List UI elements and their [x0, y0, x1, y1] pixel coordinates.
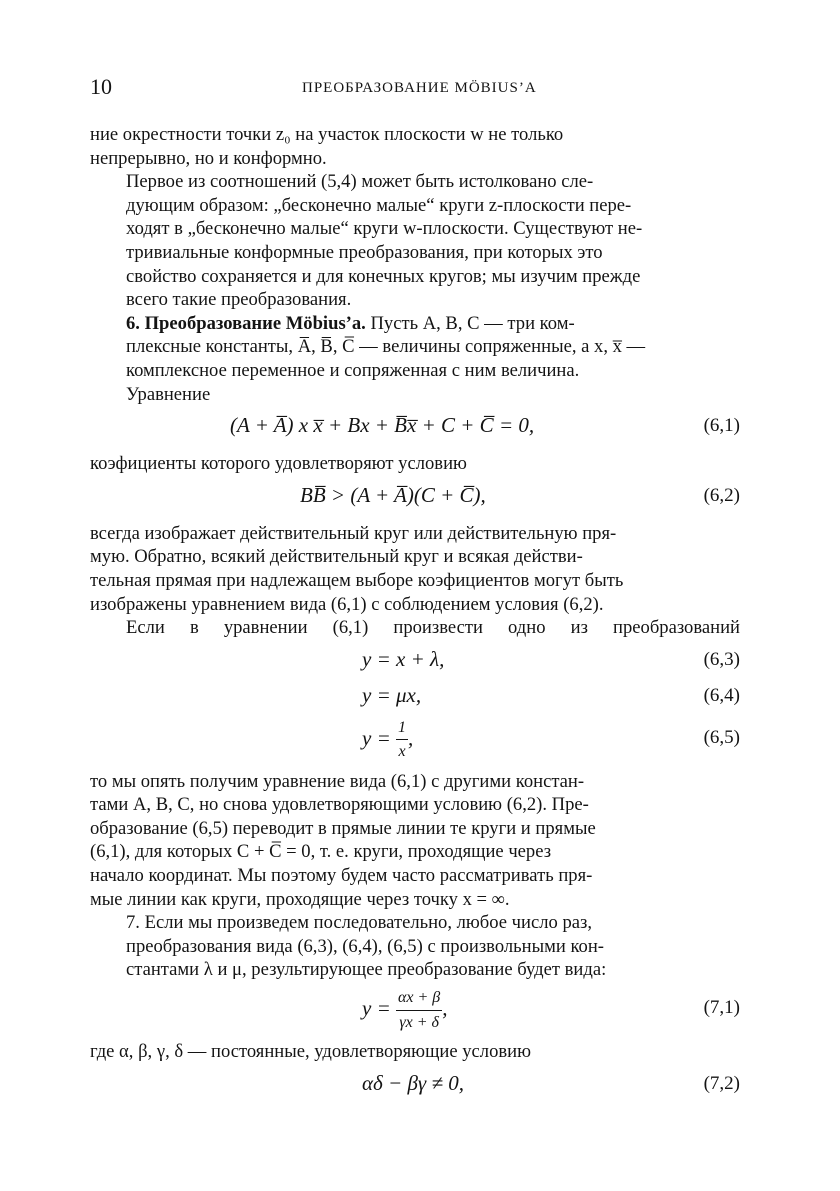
equation-6-4	[90, 680, 740, 712]
equation-6-2	[90, 480, 740, 518]
equation-6-1	[90, 410, 740, 448]
equation-tail: ,	[442, 995, 448, 1020]
fraction-numerator: αx + β	[396, 986, 442, 1011]
text-line: (6,1), для которых C + C̅ = 0, т. е. круги, проходящие через	[90, 841, 552, 863]
fraction-numerator: 1	[396, 716, 408, 741]
fraction	[396, 716, 408, 764]
equation-formula: y = μx,	[362, 682, 422, 707]
paragraph-transformations-intro: Если в уравнении (6,1) произвести одно из преобразований	[126, 617, 740, 639]
equation-number: (6,4)	[703, 684, 740, 706]
section-heading: 6. Преобразование Möbius’a.	[126, 312, 366, 334]
page-header	[90, 74, 750, 104]
equation-formula	[362, 716, 413, 764]
equation-7-2	[90, 1068, 740, 1106]
equation-number: (6,3)	[703, 648, 740, 670]
equation-lhs: y =	[362, 725, 391, 750]
equation-number: (6,2)	[703, 484, 740, 506]
text-line: образование (6,5) переводит в прямые линии те круги и прямые	[90, 817, 596, 839]
page-number: 10	[90, 74, 112, 99]
text-line: свойство сохраняется и для конечных кругов; мы изучим прежде	[126, 265, 641, 287]
running-title: ПРЕОБРАЗОВАНИЕ MÖBIUS’A	[302, 80, 537, 96]
equation-number: (7,2)	[703, 1072, 740, 1094]
text-line: всегда изображает действительный круг или действительную пря-	[90, 522, 617, 544]
equation-formula: (A + A̅) x x̅ + Bx + B̅x̅ + C + C̅ = 0,	[230, 413, 535, 438]
paragraph-conformal	[90, 170, 740, 312]
text-line: тами A, B, C, но снова удовлетворяющими условию (6,2). Пре-	[90, 794, 589, 816]
fraction	[396, 986, 442, 1034]
equation-formula: BB̅ > (A + A̅)(C + C̅),	[300, 482, 486, 507]
text-line: преобразования вида (6,3), (6,4), (6,5) с произвольными кон-	[126, 935, 604, 957]
equation-formula: αδ − βγ ≠ 0,	[362, 1070, 464, 1095]
text-line: мую. Обратно, всякий действительный круг и всякая действи-	[90, 546, 583, 568]
paragraph-equation-intro: Уравнение	[126, 383, 211, 405]
paragraph-real-circle	[90, 522, 740, 616]
text-line: мые линии как круги, проходящие через точку x = ∞.	[90, 888, 510, 910]
paragraph-coefficients: коэфициенты которого удовлетворяют условию	[90, 453, 467, 475]
text-line: начало координат. Мы поэтому будем часто рассматривать пря-	[90, 865, 593, 887]
equation-number: (6,1)	[703, 415, 740, 437]
text-line: Первое из соотношений (5,4) может быть истолковано сле-	[126, 171, 594, 193]
equation-number: (7,1)	[703, 997, 740, 1019]
text-line: тельная прямая при надлежащем выборе коэфициентов могут быть	[90, 569, 624, 591]
equation-lhs: y =	[362, 995, 391, 1020]
text-line: плексные константы, A̅, B̅, C̅ — величины сопряженные, а x, x̅ —	[126, 336, 646, 358]
equation-number: (6,5)	[703, 726, 740, 748]
text-line: изображены уравнением вида (6,1) с соблюдением условия (6,2).	[90, 593, 604, 615]
text-line: то мы опять получим уравнение вида (6,1) с другими констан-	[90, 770, 585, 792]
fraction-denominator: x	[398, 743, 406, 761]
equation-formula: y = x + λ,	[362, 646, 445, 671]
text-line: Пусть A, B, C — три ком-	[370, 312, 575, 334]
text-line: ходят в „бесконечно малые“ круги w-плоскости. Существуют не-	[126, 218, 643, 240]
text-line: ние окрестности точки z₀ на участок плоскости w не только	[90, 124, 564, 145]
equation-6-3	[90, 644, 740, 676]
paragraph-again-equation	[90, 770, 740, 912]
paragraph-constants: где α, β, γ, δ — постоянные, удовлетворяющие условию	[90, 1041, 531, 1063]
text-line: стантами λ и μ, результирующее преобразование будет вида:	[126, 959, 607, 981]
equation-6-5	[90, 716, 740, 766]
equation-7-1	[90, 986, 740, 1036]
text-line: дующим образом: „бесконечно малые“ круги z-плоскости пере-	[126, 194, 632, 216]
equation-tail: ,	[408, 725, 414, 750]
text-line: комплексное переменное и сопряженная с ним величина.	[126, 359, 580, 381]
text-line: 7. Если мы произведем последовательно, любое число раз,	[126, 912, 593, 934]
fraction-denominator: γx + δ	[399, 1013, 439, 1031]
page-body	[90, 123, 740, 1110]
equation-formula	[362, 986, 448, 1034]
paragraph-section-6	[90, 312, 740, 383]
paragraph-continuation	[90, 123, 740, 170]
text-line: тривиальные конформные преобразования, при которых это	[126, 241, 603, 263]
text-line: всего такие преобразования.	[126, 289, 352, 311]
text-line: непрерывно, но и конформно.	[90, 147, 327, 169]
paragraph-section-7	[90, 911, 740, 982]
